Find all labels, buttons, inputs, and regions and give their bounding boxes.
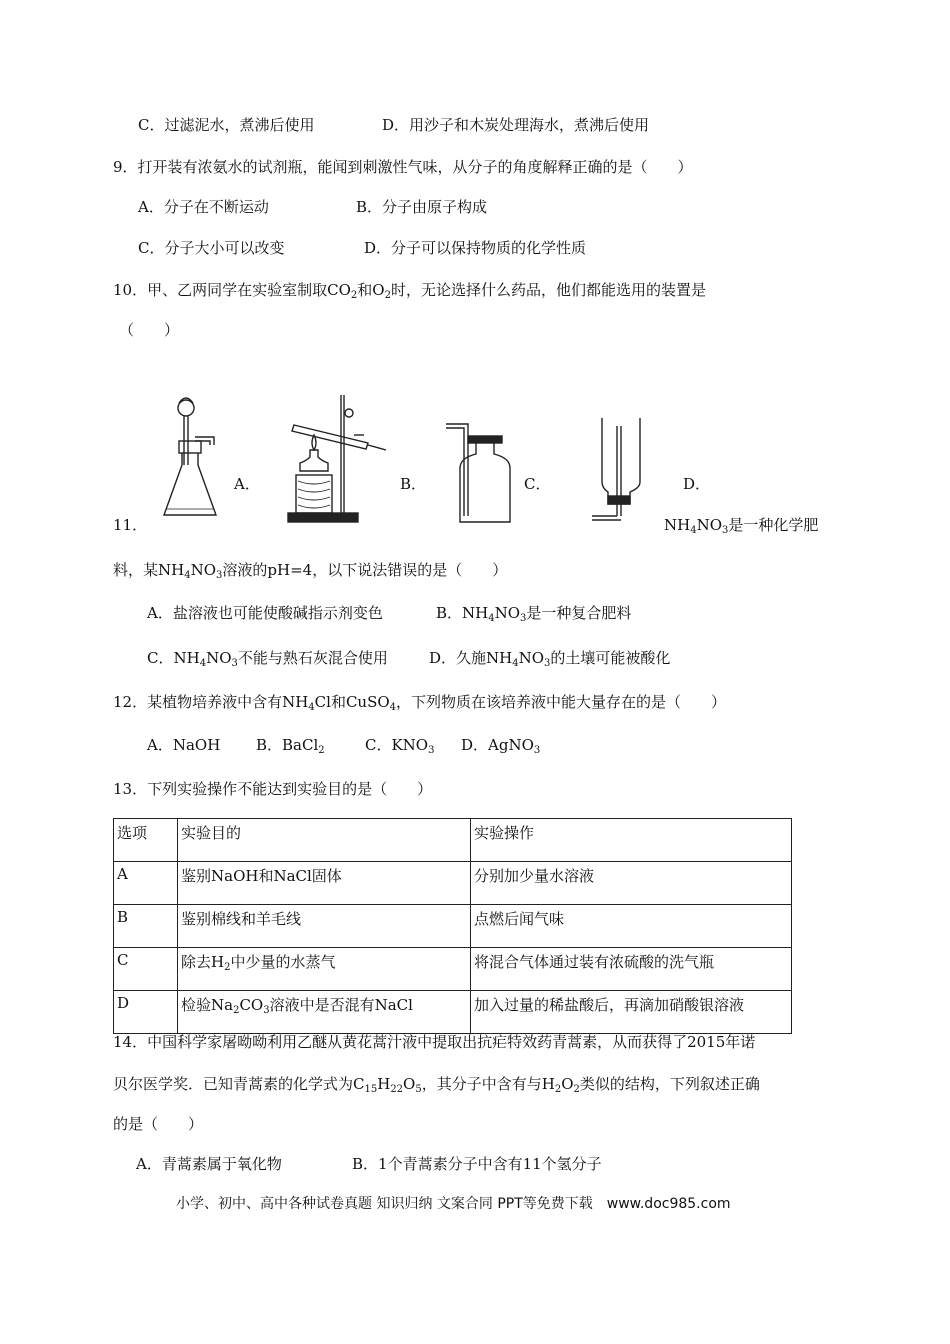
flask-funnel-apparatus-icon [160,395,225,525]
q14-option-b: B．1个青蒿素分子中含有11个氢分子 [352,1155,602,1173]
row-purpose: 鉴别棉线和羊毛线 [178,905,471,948]
row-purpose: 除去$H_2$中少量的水蒸气 [178,948,471,991]
gas-collecting-bottle-icon [446,418,526,524]
q9-option-d: D．分子可以保持物质的化学性质 [364,239,587,257]
q11-option-c: C．$NH_4NO_3$不能与熟石灰混合使用 [147,649,388,669]
q14-option-a: A．青蒿素属于氧化物 [136,1155,282,1173]
row-operation: 点燃后闻气味 [471,905,792,948]
q14-stem-line1: 14．中国科学家屠呦呦利用乙醚从黄花蒿汁液中提取出抗疟特效药青蒿素，从而获得了2015年诺 [113,1033,756,1051]
row-operation: 分别加少量水溶液 [471,862,792,905]
q10-stem: 10．甲、乙两同学在实验室制取$CO_2$和$O_2$时，无论选择什么药品，他们都能选用的装置是 [113,281,706,301]
q10-label-c: C． [524,475,551,493]
q10-label-d: D． [683,475,711,493]
heating-apparatus-icon [286,395,396,525]
page-footer: 小学、初中、高中各种试卷真题 知识归纳 文案合同 PPT等免费下载 www.doc985.com [176,1196,731,1212]
q11-option-d: D．久施$NH_4NO_3$的土壤可能被酸化 [429,649,671,669]
q9-stem: 9．打开装有浓氨水的试剂瓶，能闻到刺激性气味，从分子的角度解释正确的是（ ） [113,158,693,176]
header-operation: 实验操作 [471,819,792,862]
q14-stem-line3: 的是（ ） [113,1115,204,1133]
row-operation: 加入过量的稀盐酸后，再滴加硝酸银溶液 [471,991,792,1034]
q8-option-d: D．用沙子和木炭处理海水，煮沸后使用 [382,116,650,134]
row-option: B [114,905,178,948]
row-purpose: 鉴别NaOH和NaCl固体 [178,862,471,905]
q9-option-a: A．分子在不断运动 [138,198,269,216]
q13-stem: 13．下列实验操作不能达到实验目的是（ ） [113,780,433,798]
row-purpose: 检验$Na_2CO_3$溶液中是否混有NaCl [178,991,471,1034]
q9-option-b: B．分子由原子构成 [356,198,488,216]
table-row [114,991,792,1034]
q14-stem-line2: 贝尔医学奖．已知青蒿素的化学式为$C_{15}H_{22}O_5$，其分子中含有与$H_2O_2$类似的结构，下列叙述正确 [113,1075,760,1095]
table-header-row [114,819,792,862]
table-row [114,905,792,948]
q11-stem-right: $NH_4NO_3$是一种化学肥 [664,516,819,536]
q12-option-c: C．$KNO_3$ [365,736,435,756]
row-option: D [114,991,178,1034]
inverted-bottle-apparatus-icon [590,418,660,526]
q10-label-b: B． [400,475,427,493]
q12-option-a: A．NaOH [147,736,221,754]
row-option: A [114,862,178,905]
row-operation: 将混合气体通过装有浓硫酸的洗气瓶 [471,948,792,991]
q13-experiment-table [113,818,792,1034]
q12-option-b: B．BaCl$_2$ [256,736,325,756]
row-option: C [114,948,178,991]
q12-stem: 12．某植物培养液中含有$NH_4Cl$和CuSO$_4$，下列物质在该培养液中能大量存在的是（ ） [113,693,727,713]
table-row [114,948,792,991]
table-row [114,862,792,905]
q10-answer-paren: （ ） [119,321,180,339]
q10-label-a: A． [234,475,260,493]
header-purpose: 实验目的 [178,819,471,862]
q11-stem-line2: 料，某$NH_4NO_3$溶液的pH=4，以下说法错误的是（ ） [113,561,508,581]
q12-option-d: D．AgNO$_3$ [461,736,541,756]
q11-number: 11． [113,516,148,534]
q8-option-c: C．过滤泥水，煮沸后使用 [138,116,315,134]
q11-option-b: B．$NH_4NO_3$是一种复合肥料 [436,604,632,624]
q9-option-c: C．分子大小可以改变 [138,239,285,257]
q11-option-a: A．盐溶液也可能使酸碱指示剂变色 [147,604,383,622]
header-option: 选项 [114,819,178,862]
